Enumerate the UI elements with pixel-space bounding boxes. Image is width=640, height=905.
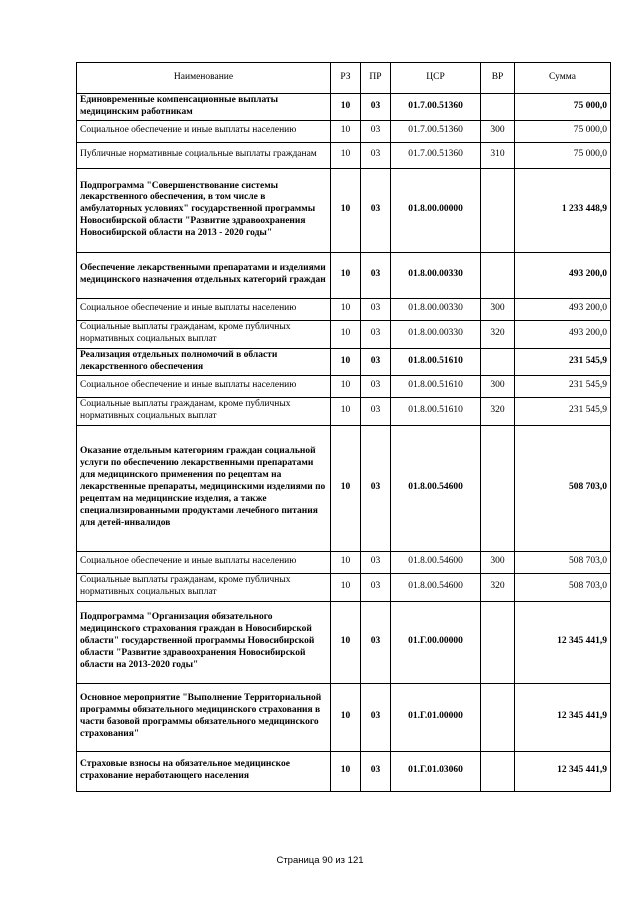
cell-name: Реализация отдельных полномочий в области лекарственного обеспечения xyxy=(77,348,331,375)
cell-rz: 10 xyxy=(331,252,361,298)
cell-sum: 75 000,0 xyxy=(515,142,611,168)
cell-csr: 01.8.00.51610 xyxy=(391,375,481,397)
cell-name: Социальное обеспечение и иные выплаты населению xyxy=(77,120,331,142)
cell-pr: 03 xyxy=(361,751,391,791)
cell-pr: 03 xyxy=(361,683,391,751)
cell-name: Социальные выплаты гражданам, кроме публичных нормативных социальных выплат xyxy=(77,320,331,348)
cell-sum: 493 200,0 xyxy=(515,320,611,348)
cell-sum: 12 345 441,9 xyxy=(515,751,611,791)
cell-pr: 03 xyxy=(361,348,391,375)
cell-name: Основное мероприятие "Выполнение Территориальной программы обязательного медицинского страхования в части базовой программы обязательного медицинского страхования" xyxy=(77,683,331,751)
cell-pr: 03 xyxy=(361,142,391,168)
cell-name: Единовременные компенсационные выплаты медицинским работникам xyxy=(77,94,331,121)
cell-pr: 03 xyxy=(361,425,391,551)
cell-vr xyxy=(481,601,515,683)
table-row xyxy=(77,94,611,121)
table-row xyxy=(77,573,611,601)
cell-vr: 300 xyxy=(481,375,515,397)
header-vr: ВР xyxy=(481,63,515,94)
cell-name: Подпрограмма "Совершенствование системы лекарственного обеспечения, в том числе в амбулаторных условиях" государственной программы Новосибирской области "Развитие здравоохранения Новосибирской области на 2013 - 2020 годы" xyxy=(77,168,331,252)
cell-rz: 10 xyxy=(331,397,361,425)
cell-rz: 10 xyxy=(331,94,361,121)
cell-csr: 01.8.00.00000 xyxy=(391,168,481,252)
cell-csr: 01.7.00.51360 xyxy=(391,142,481,168)
cell-sum: 231 545,9 xyxy=(515,397,611,425)
cell-csr: 01.8.00.54600 xyxy=(391,425,481,551)
cell-csr: 01.Г.00.00000 xyxy=(391,601,481,683)
cell-sum: 75 000,0 xyxy=(515,94,611,121)
cell-name: Страховые взносы на обязательное медицинское страхование неработающего населения xyxy=(77,751,331,791)
cell-name: Обеспечение лекарственными препаратами и изделиями медицинского назначения отдельных категорий граждан xyxy=(77,252,331,298)
cell-vr: 300 xyxy=(481,551,515,573)
cell-csr: 01.8.00.54600 xyxy=(391,573,481,601)
cell-rz: 10 xyxy=(331,375,361,397)
table-row xyxy=(77,397,611,425)
cell-pr: 03 xyxy=(361,320,391,348)
cell-sum: 75 000,0 xyxy=(515,120,611,142)
cell-csr: 01.Г.01.03060 xyxy=(391,751,481,791)
header-name: Наименование xyxy=(77,63,331,94)
cell-sum: 231 545,9 xyxy=(515,348,611,375)
cell-sum: 231 545,9 xyxy=(515,375,611,397)
cell-vr xyxy=(481,683,515,751)
cell-name: Публичные нормативные социальные выплаты гражданам xyxy=(77,142,331,168)
cell-sum: 493 200,0 xyxy=(515,252,611,298)
table-row xyxy=(77,348,611,375)
cell-pr: 03 xyxy=(361,601,391,683)
cell-csr: 01.8.00.51610 xyxy=(391,348,481,375)
cell-vr: 300 xyxy=(481,298,515,320)
table-row xyxy=(77,298,611,320)
cell-vr xyxy=(481,168,515,252)
cell-vr: 320 xyxy=(481,397,515,425)
cell-csr: 01.Г.01.00000 xyxy=(391,683,481,751)
cell-sum: 12 345 441,9 xyxy=(515,601,611,683)
cell-pr: 03 xyxy=(361,573,391,601)
header-rz: РЗ xyxy=(331,63,361,94)
cell-name: Социальное обеспечение и иные выплаты населению xyxy=(77,298,331,320)
table-header-row xyxy=(77,63,611,94)
cell-name: Социальное обеспечение и иные выплаты населению xyxy=(77,375,331,397)
cell-vr xyxy=(481,751,515,791)
cell-vr: 320 xyxy=(481,320,515,348)
cell-rz: 10 xyxy=(331,425,361,551)
cell-pr: 03 xyxy=(361,397,391,425)
cell-vr xyxy=(481,348,515,375)
cell-name: Оказание отдельным категориям граждан социальной услуги по обеспечению лекарственными препаратами для медицинского применения по рецептам на лекарственные препараты, медицинскими изделиями по рецептам на медицинские изделия, а также специализированными продуктами лечебного питания для детей-инвалидов xyxy=(77,425,331,551)
table-row xyxy=(77,142,611,168)
cell-sum: 12 345 441,9 xyxy=(515,683,611,751)
cell-csr: 01.8.00.00330 xyxy=(391,320,481,348)
cell-pr: 03 xyxy=(361,94,391,121)
cell-vr: 310 xyxy=(481,142,515,168)
cell-csr: 01.7.00.51360 xyxy=(391,94,481,121)
cell-rz: 10 xyxy=(331,751,361,791)
table-row xyxy=(77,751,611,791)
cell-rz: 10 xyxy=(331,320,361,348)
budget-table xyxy=(76,62,611,792)
cell-csr: 01.8.00.51610 xyxy=(391,397,481,425)
table-row xyxy=(77,375,611,397)
cell-sum: 508 703,0 xyxy=(515,425,611,551)
cell-pr: 03 xyxy=(361,298,391,320)
cell-csr: 01.8.00.00330 xyxy=(391,252,481,298)
cell-vr xyxy=(481,425,515,551)
cell-sum: 1 233 448,9 xyxy=(515,168,611,252)
cell-sum: 508 703,0 xyxy=(515,551,611,573)
header-pr: ПР xyxy=(361,63,391,94)
table-row xyxy=(77,120,611,142)
cell-rz: 10 xyxy=(331,168,361,252)
cell-rz: 10 xyxy=(331,298,361,320)
cell-rz: 10 xyxy=(331,601,361,683)
cell-sum: 493 200,0 xyxy=(515,298,611,320)
table-row xyxy=(77,425,611,551)
table-row xyxy=(77,683,611,751)
cell-pr: 03 xyxy=(361,551,391,573)
cell-rz: 10 xyxy=(331,120,361,142)
cell-vr xyxy=(481,94,515,121)
cell-rz: 10 xyxy=(331,142,361,168)
cell-pr: 03 xyxy=(361,375,391,397)
table-row xyxy=(77,551,611,573)
cell-csr: 01.7.00.51360 xyxy=(391,120,481,142)
cell-name: Подпрограмма "Организация обязательного медицинского страхования граждан в Новосибирской области" государственной программы Новосибирской области "Развитие здравоохранения Новосибирской области на 2013-2020 годы" xyxy=(77,601,331,683)
cell-vr: 320 xyxy=(481,573,515,601)
cell-vr: 300 xyxy=(481,120,515,142)
cell-rz: 10 xyxy=(331,348,361,375)
cell-pr: 03 xyxy=(361,120,391,142)
cell-rz: 10 xyxy=(331,551,361,573)
cell-sum: 508 703,0 xyxy=(515,573,611,601)
header-csr: ЦСР xyxy=(391,63,481,94)
cell-name: Социальные выплаты гражданам, кроме публичных нормативных социальных выплат xyxy=(77,397,331,425)
table-row xyxy=(77,320,611,348)
table-row xyxy=(77,252,611,298)
cell-rz: 10 xyxy=(331,683,361,751)
cell-pr: 03 xyxy=(361,168,391,252)
cell-csr: 01.8.00.00330 xyxy=(391,298,481,320)
cell-pr: 03 xyxy=(361,252,391,298)
table-row xyxy=(77,601,611,683)
cell-name: Социальные выплаты гражданам, кроме публичных нормативных социальных выплат xyxy=(77,573,331,601)
page-number: Страница 90 из 121 xyxy=(276,855,364,866)
table-row xyxy=(77,168,611,252)
cell-rz: 10 xyxy=(331,573,361,601)
header-sum: Сумма xyxy=(515,63,611,94)
cell-name: Социальное обеспечение и иные выплаты населению xyxy=(77,551,331,573)
cell-csr: 01.8.00.54600 xyxy=(391,551,481,573)
cell-vr xyxy=(481,252,515,298)
